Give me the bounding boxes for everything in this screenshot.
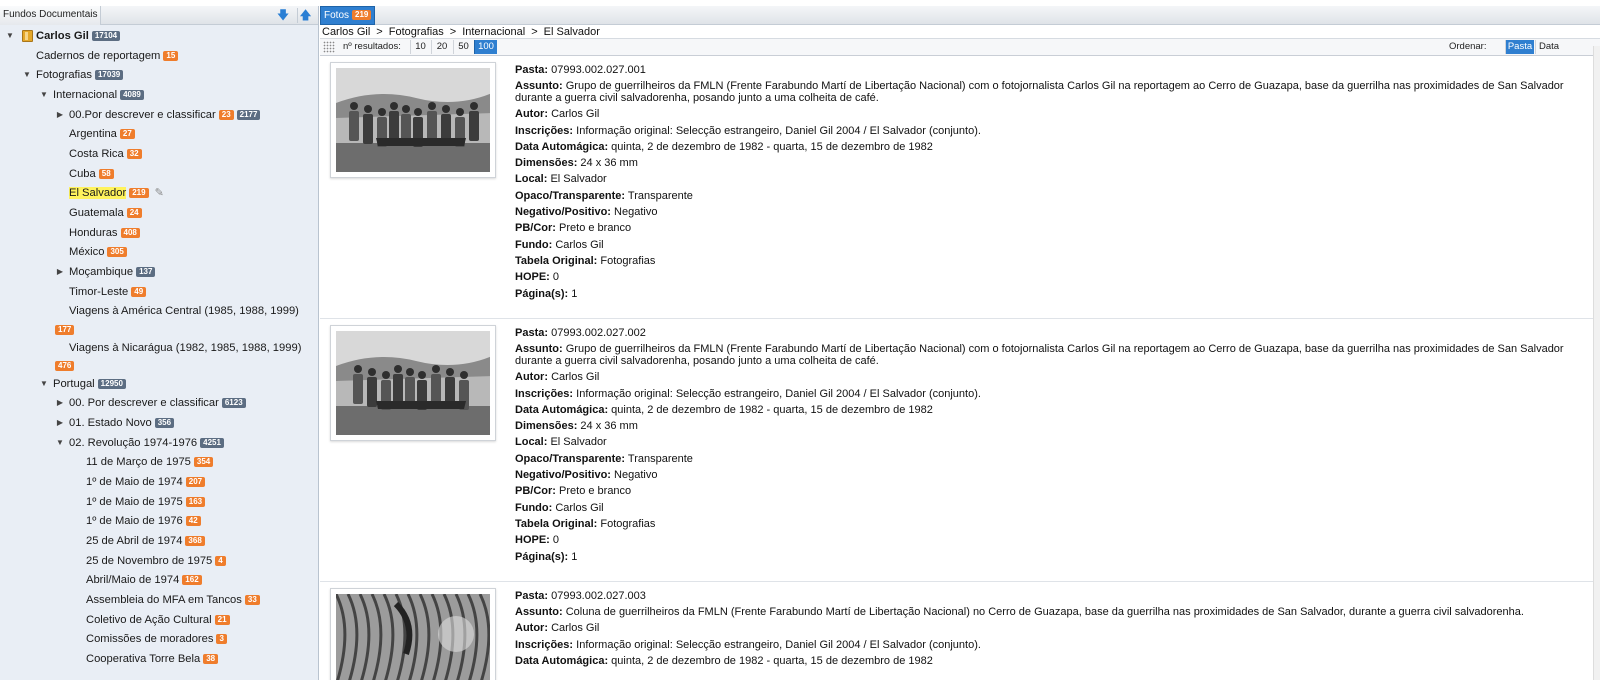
field-label: HOPE: — [515, 271, 550, 284]
field-label: Assunto: — [515, 343, 563, 356]
count-badge: 58 — [99, 169, 114, 179]
tree-node-cuba[interactable] — [0, 165, 318, 183]
tree-node-content — [69, 243, 127, 261]
field-autor — [515, 369, 1575, 385]
order-pasta-button[interactable]: Pasta — [1505, 40, 1534, 54]
field-label: Página(s): — [515, 287, 569, 300]
tree-node-comissoes-de-moradores[interactable] — [0, 630, 318, 648]
field-pasta — [515, 588, 1575, 604]
tree-node-guatemala[interactable] — [0, 204, 318, 222]
tree-node-1-de-maio-de-1976[interactable] — [0, 512, 318, 530]
field-label: Autor: — [515, 371, 548, 384]
count-badge: 17039 — [95, 70, 123, 80]
field-pbcor — [515, 220, 1575, 236]
tree-node-1-de-maio-de-1975[interactable] — [0, 493, 318, 511]
field-autor — [515, 620, 1575, 636]
page-size-20-button[interactable]: 20 — [431, 40, 452, 54]
record-metadata — [515, 588, 1575, 669]
expanded-triangle-icon[interactable]: ▼ — [23, 70, 31, 79]
tree-node-mocambique[interactable] — [0, 263, 318, 281]
tree-node-label[interactable]: 1º de Maio de 1976 — [86, 515, 183, 527]
page-size-100-button[interactable]: 100 — [474, 40, 497, 54]
breadcrumb-item-carlos-gil[interactable]: Carlos Gil — [322, 26, 371, 38]
tree-node-content — [69, 165, 114, 183]
tree-node-coletivo-de-acao-cultural[interactable] — [0, 611, 318, 629]
arrow-down-icon[interactable]: 🡇 — [276, 8, 290, 22]
tree-node-portugal[interactable] — [0, 375, 318, 393]
field-hope — [515, 532, 1575, 548]
field-label: Autor: — [515, 622, 548, 635]
field-assunto — [515, 341, 1575, 369]
record-card — [320, 582, 1593, 680]
tree-node-el-salvador[interactable] — [0, 184, 318, 202]
tree-node-content — [36, 47, 178, 65]
field-local — [515, 171, 1575, 187]
funds-tab[interactable]: Fundos Documentais — [0, 6, 101, 25]
field-label: Inscrições: — [515, 387, 574, 400]
tree-node-viagens-a-nicaragua-1982-1985-1988-1999[interactable] — [0, 339, 318, 357]
field-value: Negativo — [614, 469, 658, 482]
field-pbcor — [515, 483, 1575, 499]
field-negativo — [515, 204, 1575, 220]
field-value: Grupo de guerrilheiros da FMLN (Frente Farabundo Martí de Libertação Nacional) com o fotojornalista Carlos Gil na reportagem ao Cerro de Guazapa, base da guerrilha nas proximidades de San Salvador durante a guerra civil salvadorenha, posando junto a uma colheita de café. — [515, 343, 1564, 368]
tree-node-content — [36, 27, 120, 45]
tree-node-label[interactable]: Viagens à Nicarágua (1982, 1985, 1988, 1999) — [69, 342, 302, 354]
tree-node-cadernos-de-reportagem[interactable] — [0, 47, 318, 65]
field-label: Pasta: — [515, 590, 549, 602]
tree-node-label[interactable]: Costa Rica — [69, 148, 124, 160]
field-label: Data Automágica: — [515, 654, 609, 667]
count-badge: 408 — [121, 228, 140, 238]
photo-image — [336, 68, 490, 172]
tree-node-content — [69, 145, 142, 163]
count-badge: 207 — [186, 477, 205, 487]
count-badge: 17104 — [92, 31, 120, 41]
tree-node-internacional[interactable] — [0, 86, 318, 104]
collapsed-triangle-icon[interactable]: ▶ — [56, 398, 64, 407]
expanded-triangle-icon[interactable]: ▼ — [56, 438, 64, 447]
folder-icon — [22, 30, 33, 42]
tree-node-content — [86, 453, 213, 471]
field-label: Dimensões: — [515, 420, 578, 433]
tree-node-label[interactable]: 11 de Março de 1975 — [86, 456, 191, 468]
field-value: Carlos Gil — [555, 238, 604, 251]
tree-node-content — [69, 302, 299, 320]
field-label: Negativo/Positivo: — [515, 469, 611, 482]
tab-fotos-count: 219 — [352, 10, 371, 20]
field-label: Tabela Original: — [515, 254, 598, 267]
field-value: 24 x 36 mm — [580, 420, 638, 433]
tree-node-00-por-descrever-e-classificar[interactable] — [0, 106, 318, 124]
count-badge: 4251 — [200, 438, 224, 448]
field-label: Inscrições: — [515, 124, 574, 137]
field-value: El Salvador — [550, 173, 607, 186]
tree-node-honduras[interactable] — [0, 224, 318, 242]
tree-node-label[interactable]: Guatemala — [69, 207, 124, 219]
tree-node-argentina[interactable] — [0, 125, 318, 143]
tree-node-content — [69, 106, 260, 124]
field-value: quinta, 2 de dezembro de 1982 - quarta, 15 de dezembro de 1982 — [611, 403, 933, 416]
field-value: Fotografias — [600, 517, 656, 530]
field-value: Carlos Gil — [551, 371, 600, 384]
field-data_automatica — [515, 653, 1575, 669]
tree-node-content — [53, 86, 144, 104]
field-label: Data Automágica: — [515, 140, 609, 153]
field-inscricoes — [515, 637, 1575, 653]
field-pasta — [515, 325, 1575, 341]
grid-icon[interactable] — [323, 41, 335, 53]
tree-node-content — [86, 591, 260, 609]
tree-node-label[interactable]: Honduras — [69, 227, 118, 239]
arrow-up-icon[interactable]: 🡅 — [297, 8, 313, 23]
tree-node-fotografias[interactable] — [0, 66, 318, 84]
count-badge: 6123 — [222, 398, 246, 408]
field-label: Fundo: — [515, 501, 553, 514]
field-pasta — [515, 62, 1575, 78]
tree-node-label[interactable]: Portugal — [53, 378, 95, 390]
tree-node-1-de-maio-de-1974[interactable] — [0, 473, 318, 491]
count-badge: 219 — [129, 188, 148, 198]
tree-node-label[interactable]: Assembleia do MFA em Tancos — [86, 594, 242, 606]
tree-node-label[interactable]: Viagens à América Central (1985, 1988, 1999) — [69, 305, 299, 317]
tree-node-label[interactable]: 1º de Maio de 1974 — [86, 476, 183, 488]
field-value: Grupo de guerrilheiros da FMLN (Frente Farabundo Martí de Libertação Nacional) com o fotojornalista Carlos Gil na reportagem ao Cerro de Guazapa, base da guerrilha nas proximidades de San Salvador durante a guerra civil salvadorenha, posando junto a uma colheita de café. — [515, 80, 1564, 105]
tree-node-label[interactable]: 25 de Novembro de 1975 — [86, 555, 213, 567]
field-label: Fundo: — [515, 238, 553, 251]
count-badge: 177 — [55, 325, 74, 335]
field-value: 1 — [571, 287, 578, 300]
tree-node-label[interactable]: Argentina — [69, 128, 117, 140]
field-value: Preto e branco — [559, 222, 632, 235]
field-fundo — [515, 237, 1575, 253]
field-label: Autor: — [515, 108, 548, 121]
tree-node-content — [86, 473, 205, 491]
results-scrollbar[interactable] — [1593, 46, 1600, 680]
tree-node-abril-maio-de-1974[interactable] — [0, 571, 318, 589]
tree-node-content — [69, 394, 246, 412]
photo-image — [336, 594, 490, 680]
count-badge: 476 — [55, 361, 74, 371]
field-label: Assunto: — [515, 606, 563, 619]
tree-node-content — [86, 512, 201, 530]
tab-fotos-label: Fotos — [324, 10, 350, 21]
field-value: Carlos Gil — [551, 108, 600, 121]
tree-node-label[interactable]: 01. Estado Novo — [69, 417, 152, 429]
photo-svg — [336, 68, 490, 172]
count-badge: 21 — [215, 615, 230, 625]
field-value: quinta, 2 de dezembro de 1982 - quarta, 15 de dezembro de 1982 — [611, 140, 933, 153]
tree-node-content — [69, 184, 164, 202]
count-badge: 38 — [203, 654, 218, 664]
tree-node-costa-rica[interactable] — [0, 145, 318, 163]
tree-node-timor-leste[interactable] — [0, 283, 318, 301]
breadcrumb-separator: > — [531, 26, 538, 38]
field-label: PB/Cor: — [515, 485, 556, 498]
count-badge: 4089 — [120, 90, 144, 100]
tree-node-content — [36, 66, 123, 84]
field-inscricoes — [515, 386, 1575, 402]
breadcrumb-item-fotografias[interactable]: Fotografias — [388, 26, 444, 38]
field-assunto — [515, 78, 1575, 106]
field-value: Informação original: Selecção estrangeiro, Daniel Gil 2004 / El Salvador (conjunto). — [576, 124, 981, 137]
count-badge: 15 — [163, 51, 178, 61]
field-hope — [515, 269, 1575, 285]
tree-node-content — [86, 630, 227, 648]
expanded-triangle-icon[interactable]: ▼ — [40, 90, 48, 99]
results-toolbar — [320, 39, 1600, 56]
count-badge: 42 — [186, 516, 201, 526]
field-paginas — [515, 549, 1575, 565]
field-label: Local: — [515, 173, 548, 186]
field-autor — [515, 106, 1575, 122]
tree-node-cooperativa-torre-bela[interactable] — [0, 650, 318, 668]
field-value: 0 — [552, 271, 560, 284]
field-value: 07993.002.027.001 — [551, 64, 646, 76]
field-value: 24 x 36 mm — [580, 157, 638, 170]
photo-thumbnail[interactable] — [330, 588, 496, 680]
page-size-50-button[interactable]: 50 — [453, 40, 473, 54]
count-badge: 163 — [186, 497, 205, 507]
tree-node-content — [86, 571, 202, 589]
left-panel-header — [0, 6, 318, 25]
field-negativo — [515, 467, 1575, 483]
photo-svg — [336, 594, 490, 680]
field-label: HOPE: — [515, 534, 550, 547]
count-badge: 137 — [136, 267, 155, 277]
field-value: 07993.002.027.003 — [551, 590, 646, 602]
expanded-triangle-icon[interactable]: ▼ — [6, 31, 14, 40]
field-value: quinta, 2 de dezembro de 1982 - quarta, 15 de dezembro de 1982 — [611, 654, 933, 667]
tree-node-content — [86, 650, 218, 668]
field-label: Pasta: — [515, 327, 549, 339]
tree-node-label[interactable]: 1º de Maio de 1975 — [86, 496, 183, 508]
tree-node-content — [69, 224, 140, 242]
field-label: Negativo/Positivo: — [515, 206, 611, 219]
tree-node-11-de-marco-de-1975[interactable] — [0, 453, 318, 471]
breadcrumb-separator: > — [449, 26, 457, 38]
field-label: Assunto: — [515, 80, 563, 93]
field-fundo — [515, 500, 1575, 516]
documental-funds-panel — [0, 6, 319, 680]
tree-node-content — [69, 204, 142, 222]
field-label: PB/Cor: — [515, 222, 556, 235]
tree-node-label[interactable]: Coletivo de Ação Cultural — [86, 614, 212, 626]
record-metadata — [515, 325, 1575, 565]
field-value: Preto e branco — [559, 485, 632, 498]
tree-node-label[interactable]: El Salvador — [69, 187, 127, 199]
tree-node-content — [69, 263, 155, 281]
tree-node-label[interactable]: Fotografias — [36, 69, 92, 81]
tree-node-content — [69, 283, 146, 301]
results-count-label: nº resultados: — [343, 41, 401, 52]
photo-svg — [336, 331, 490, 435]
tree-node-content — [69, 339, 301, 357]
tree-node-content — [86, 611, 230, 629]
field-label: Opaco/Transparente: — [515, 189, 626, 202]
field-label: Opaco/Transparente: — [515, 452, 626, 465]
pencil-icon[interactable]: ✎ — [154, 187, 164, 199]
tree-node-mexico[interactable] — [0, 243, 318, 261]
field-value: Transparente — [627, 452, 693, 465]
tree-node-01-estado-novo[interactable] — [0, 414, 318, 432]
tree-node-content — [53, 375, 126, 393]
tree-node-label[interactable]: Carlos Gil — [36, 30, 89, 42]
order-label: Ordenar: — [1449, 41, 1487, 52]
page-size-10-button[interactable]: 10 — [410, 40, 430, 54]
tree-node-label[interactable]: Moçambique — [69, 266, 134, 278]
field-value: Carlos Gil — [555, 501, 604, 514]
tree-node-25-de-abril-de-1974[interactable] — [0, 532, 318, 550]
count-badge: 4 — [215, 556, 225, 566]
field-value: El Salvador — [550, 436, 607, 449]
tree-node-02-revolucao-1974-1976[interactable] — [0, 434, 318, 452]
record-card — [320, 319, 1593, 582]
count-badge: 24 — [127, 208, 142, 218]
count-badge: 12950 — [98, 379, 126, 389]
count-badge: 23 — [219, 110, 234, 120]
field-value: Negativo — [614, 206, 658, 219]
tree-node-00-por-descrever-e-classificar[interactable] — [0, 394, 318, 412]
field-label: Página(s): — [515, 550, 569, 563]
field-dimensoes — [515, 155, 1575, 171]
count-badge: 49 — [131, 287, 146, 297]
tree-node-label[interactable]: 25 de Abril de 1974 — [86, 535, 183, 547]
breadcrumb-separator: > — [376, 26, 383, 38]
tree-node-label[interactable]: Cooperativa Torre Bela — [86, 653, 201, 665]
tree-node-label[interactable]: Comissões de moradores — [86, 633, 214, 645]
results-tabbar — [320, 6, 1600, 25]
photo-image — [336, 331, 490, 435]
field-label: Inscrições: — [515, 638, 574, 651]
tree-node-content — [86, 532, 205, 550]
photo-thumbnail[interactable] — [330, 62, 496, 178]
tree-node-content — [69, 125, 135, 143]
order-data-button[interactable]: Data — [1535, 40, 1562, 54]
field-label: Data Automágica: — [515, 403, 609, 416]
tree-node-25-de-novembro-de-1975[interactable] — [0, 552, 318, 570]
field-value: 0 — [552, 534, 560, 547]
count-badge: 33 — [245, 595, 260, 605]
count-badge: 356 — [155, 418, 174, 428]
tree-node-label[interactable]: Timor-Leste — [69, 286, 129, 298]
field-assunto — [515, 604, 1575, 620]
collapsed-triangle-icon[interactable]: ▶ — [56, 110, 64, 119]
count-badge: 27 — [120, 129, 135, 139]
tree-node-viagens-a-america-central-1985-1988-1999[interactable] — [0, 302, 318, 320]
field-paginas — [515, 286, 1575, 302]
photo-thumbnail[interactable] — [330, 325, 496, 441]
field-data_automatica — [515, 402, 1575, 418]
field-value: Informação original: Selecção estrangeiro, Daniel Gil 2004 / El Salvador (conjunto). — [576, 638, 981, 651]
field-data_automatica — [515, 139, 1575, 155]
tab-fotos[interactable] — [320, 6, 375, 25]
field-value: 07993.002.027.002 — [551, 327, 646, 339]
field-value: 1 — [571, 550, 578, 563]
field-value: Coluna de guerrilheiros da FMLN (Frente Farabundo Martí de Libertação Nacional) no Cerro de Guazapa, base da guerrilha nas proximidades de San Salvador, durante a guerra civil salvadorenha. — [565, 606, 1524, 619]
tree-node-label[interactable]: Abril/Maio de 1974 — [86, 574, 180, 586]
tree-node-content — [86, 552, 226, 570]
tree-node-label[interactable]: Cadernos de reportagem — [36, 50, 161, 62]
record-metadata — [515, 62, 1575, 302]
tree-node-label[interactable]: Cuba — [69, 168, 96, 180]
field-label: Dimensões: — [515, 157, 578, 170]
record-card — [320, 56, 1593, 319]
tree-node-label[interactable]: 00.Por descrever e classificar — [69, 109, 216, 121]
expanded-triangle-icon[interactable]: ▼ — [40, 379, 48, 388]
field-value: Transparente — [627, 189, 693, 202]
field-label: Tabela Original: — [515, 517, 598, 530]
field-label: Local: — [515, 436, 548, 449]
count-badge: 3 — [216, 634, 226, 644]
count-badge: 368 — [185, 536, 204, 546]
tree-node-label[interactable]: 00. Por descrever e classificar — [69, 397, 219, 409]
tree-node-content — [69, 414, 174, 432]
collapsed-triangle-icon[interactable]: ▶ — [56, 267, 64, 276]
field-inscricoes — [515, 123, 1575, 139]
count-badge: 305 — [107, 247, 126, 257]
breadcrumb — [320, 25, 1600, 39]
tree-node-assembleia-do-mfa-em-tancos[interactable] — [0, 591, 318, 609]
field-value: Fotografias — [600, 254, 656, 267]
tree-node-label[interactable]: Internacional — [53, 89, 118, 101]
field-opaco — [515, 188, 1575, 204]
breadcrumb-item-internacional[interactable]: Internacional — [462, 26, 526, 38]
tree-node-label[interactable]: 02. Revolução 1974-1976 — [69, 437, 198, 449]
count-badge: 354 — [194, 457, 213, 467]
field-tabela — [515, 253, 1575, 269]
field-opaco — [515, 451, 1575, 467]
field-value: Carlos Gil — [551, 622, 600, 635]
field-value: Informação original: Selecção estrangeiro, Daniel Gil 2004 / El Salvador (conjunto). — [576, 387, 981, 400]
count-badge: 32 — [127, 149, 142, 159]
field-dimensoes — [515, 418, 1575, 434]
tree-node-label[interactable]: México — [69, 246, 105, 258]
field-local — [515, 434, 1575, 450]
breadcrumb-item-el-salvador[interactable]: El Salvador — [543, 26, 600, 38]
count-badge: 162 — [182, 575, 201, 585]
tree-node-content — [86, 493, 205, 511]
count-badge: 2177 — [237, 110, 261, 120]
results-panel — [320, 6, 1600, 680]
field-tabela — [515, 516, 1575, 532]
tree-node-carlos-gil[interactable] — [0, 27, 318, 45]
collapsed-triangle-icon[interactable]: ▶ — [56, 418, 64, 427]
field-label: Pasta: — [515, 64, 549, 76]
tree-node-content — [69, 434, 224, 452]
